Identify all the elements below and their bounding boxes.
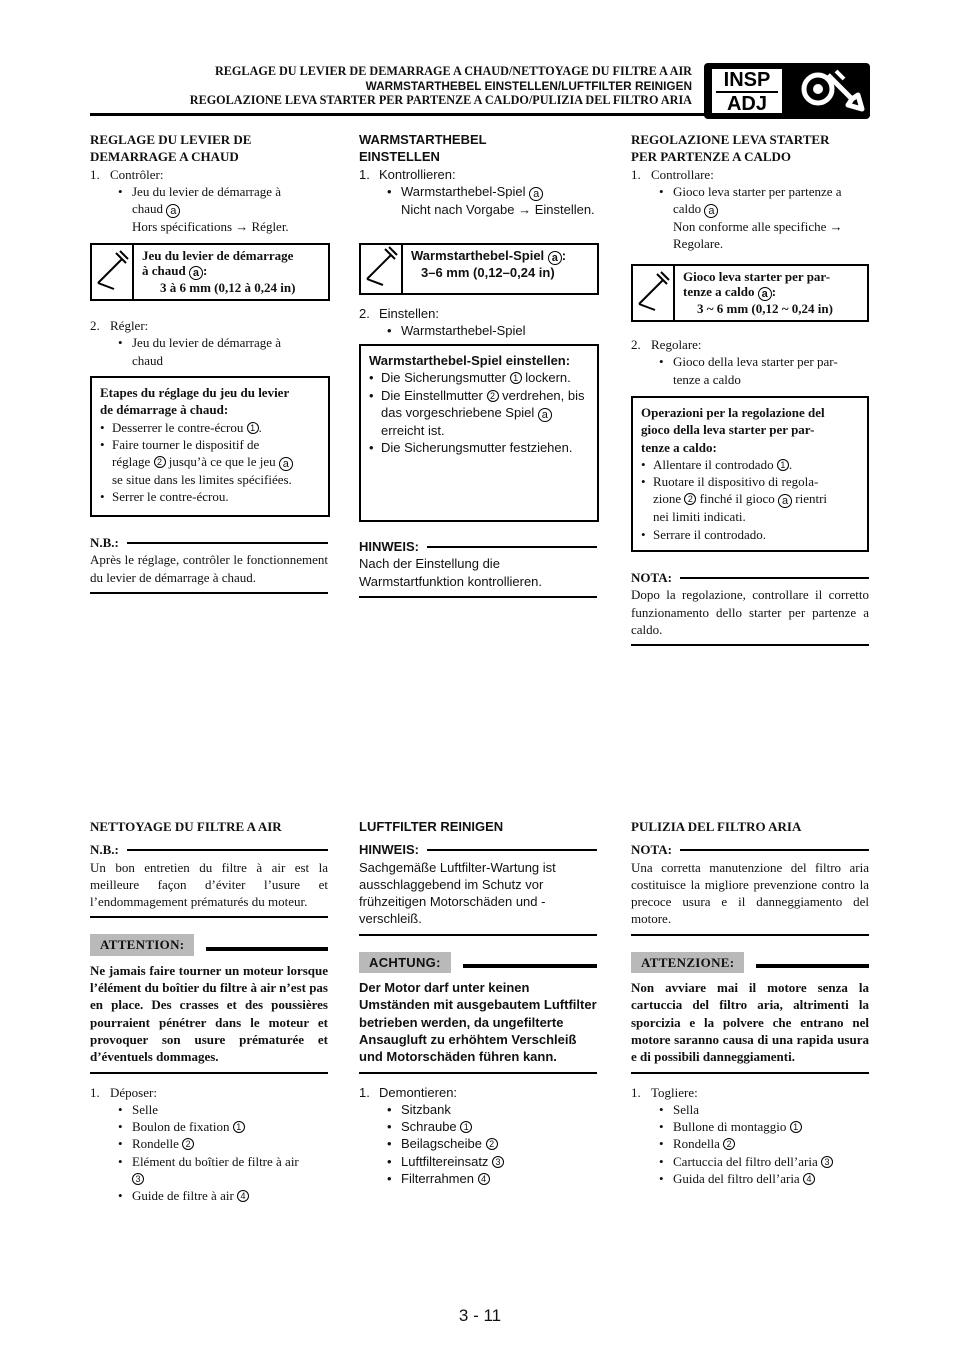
badge-bottom: ADJ: [726, 93, 767, 115]
de-procedure-box: Warmstarthebel-Spiel einstellen: • Die Sicherungsmutter 1 lockern. • Die Einstellmutter 2 verdrehen, bis das vorgeschriebene Spiel a erreicht ist. • Die Sicherungsmutter festziehen.: [359, 344, 599, 522]
de-spec-box: Warmstarthebel-Spiel a : 3–6 mm (0,12–0,24 in): [359, 243, 599, 295]
fr-spec-text: Jeu du levier de démarrage à chaud a : 3 à 6 mm (0,12 à 0,24 in): [142, 248, 296, 295]
page-header: [190, 64, 692, 108]
fr-note: N.B.: Après le réglage, contrôler le fonctionnement du levier de démarrage à chaud.: [90, 534, 328, 594]
fr-air-filter-section: NETTOYAGE DU FILTRE A AIR N.B.: Un bon entretien du filtre à air est la meilleure façon d’éviter l’usure et l’endommagement prématurés du moteur. ATTENTION: Ne jamais faire tourner un moteur lorsque l’élément du boîtier du filtre à air n’est pas en place. Des crasses et des poussières pourraient pénétrer dans le moteur et provoquer son usure prématurée et d’éventuels dommages. 1. Déposer: • Selle • Boulon de fixation 1 • Rondelle 2 • Elément du boîtier de filtre à air 3 • Guide de filtre à air 4: [90, 819, 328, 1204]
spec-caliper-icon: [92, 245, 134, 299]
de-warm-start-section: WARMSTARTHEBEL EINSTELLEN 1. Kontrollieren: • Warmstarthebel-Spiel a Nicht nach Vorgabe → Einstellen.: [359, 132, 595, 217]
it-adjust-step: 2. Regolare: • Gioco della leva starter per par- tenze a caldo: [631, 337, 838, 387]
spec-caliper-icon: [361, 245, 403, 293]
it-air-filter-section: PULIZIA DEL FILTRO ARIA NOTA: Una corretta manutenzione del filtro aria costituisce la migliore prevenzione contro la precoce usura e il danneggiamento del motore. ATTENZIONE: Non avviare mai il motore senza la cartuccia del filtro aria, altrimenti la sporcizia e la polvere che entrano nel motore saranno causa di una rapida usura e di possibili danneggiamenti. 1. Togliere: • Sella • Bullone di montaggio 1 • Rondella 2 • Cartuccia del filtro dell’aria 3 • Guida del filtro dell’aria 4: [631, 819, 869, 1187]
fr-spec-box: [90, 243, 330, 301]
insp-adj-badge: [704, 63, 870, 119]
fr-step-1: 1. Contrôler:: [90, 166, 164, 182]
page-number: 3 - 11: [458, 1306, 502, 1325]
fr-warm-start-section: [90, 131, 328, 235]
it-note: NOTA: Dopo la regolazione, controllare il corretto funzionamento dello starter per partenze a caldo.: [631, 569, 869, 646]
it-attention-label: ATTENZIONE:: [631, 952, 869, 973]
ref-a: a: [166, 204, 180, 218]
fr-title-2: DEMARRAGE A CHAUD: [90, 149, 239, 165]
de-note: HINWEIS: Nach der Einstellung die Warmstartfunktion kontrollieren.: [359, 538, 597, 598]
fr-adjust-step: 2. Régler: • Jeu du levier de démarrage à chaud: [90, 318, 282, 368]
spec-caliper-icon: [633, 266, 675, 320]
badge-top: INSP: [723, 69, 771, 91]
de-attention-label: ACHTUNG:: [359, 952, 597, 973]
header-line-de: WARMSTARTHEBEL EINSTELLEN/LUFTFILTER REINIGEN: [365, 78, 692, 93]
de-air-filter-section: LUFTFILTER REINIGEN HINWEIS: Sachgemäße Luftfilter-Wartung ist ausschlaggebend im Schutz vor frühzeitigen Motorschäden und -verschleiß. ACHTUNG: Der Motor darf unter keinen Umständen mit ausgebautem Luftfilter betrieben werden, da ungefilterte Ansaugluft zu erhöhtem Verschleiß und Motorschäden führen kann. 1. Demontieren: • Sitzbank • Schraube 1 • Beilagscheibe 2 • Luftfiltereinsatz 3 • Filterrahmen 4: [359, 819, 597, 1187]
header-line-fr: REGLAGE DU LEVIER DE DEMARRAGE A CHAUD/NETTOYAGE DU FILTRE A AIR: [215, 64, 692, 78]
it-spec-box: Gioco leva starter per par- tenze a caldo a : 3 ~ 6 mm (0,12 ~ 0,24 in): [631, 264, 869, 322]
fr-procedure-box: Etapes du réglage du jeu du levier de démarrage à chaud: • Desserrer le contre-écrou 1 . • Faire tourner le dispositif de réglage 2 jusqu’à ce que le jeu a se situe dans les limites spécifiées. • Serrer le contre-écrou.: [90, 376, 330, 517]
fr-step-1-bullet: • Jeu du levier de démarrage à chaud a Hors spécifications → Régler.: [118, 183, 289, 235]
wrench-tools-icon: [796, 65, 866, 122]
header-line-it: REGOLAZIONE LEVA STARTER PER PARTENZE A CALDO/PULIZIA DEL FILTRO ARIA: [189, 93, 692, 107]
fr-attention-label: ATTENTION:: [90, 934, 328, 955]
it-warm-start-section: REGOLAZIONE LEVA STARTER PER PARTENZE A CALDO 1. Controllare: • Gioco leva starter per partenze a caldo a Non conforme alle specifiche → Regolare.: [631, 132, 843, 252]
de-adjust-step: 2. Einstellen: • Warmstarthebel-Spiel: [359, 306, 526, 339]
fr-title-1: REGLAGE DU LEVIER DE: [90, 132, 252, 147]
badge-text-box: [710, 67, 784, 115]
it-procedure-box: Operazioni per la regolazione del gioco della leva starter per par- tenze a caldo: • Allentare il controdado 1 . • Ruotare il dispositivo di regola- zione 2 finché il gioco a rientri nei limiti indicati. • Serrare il controdado.: [631, 396, 869, 552]
